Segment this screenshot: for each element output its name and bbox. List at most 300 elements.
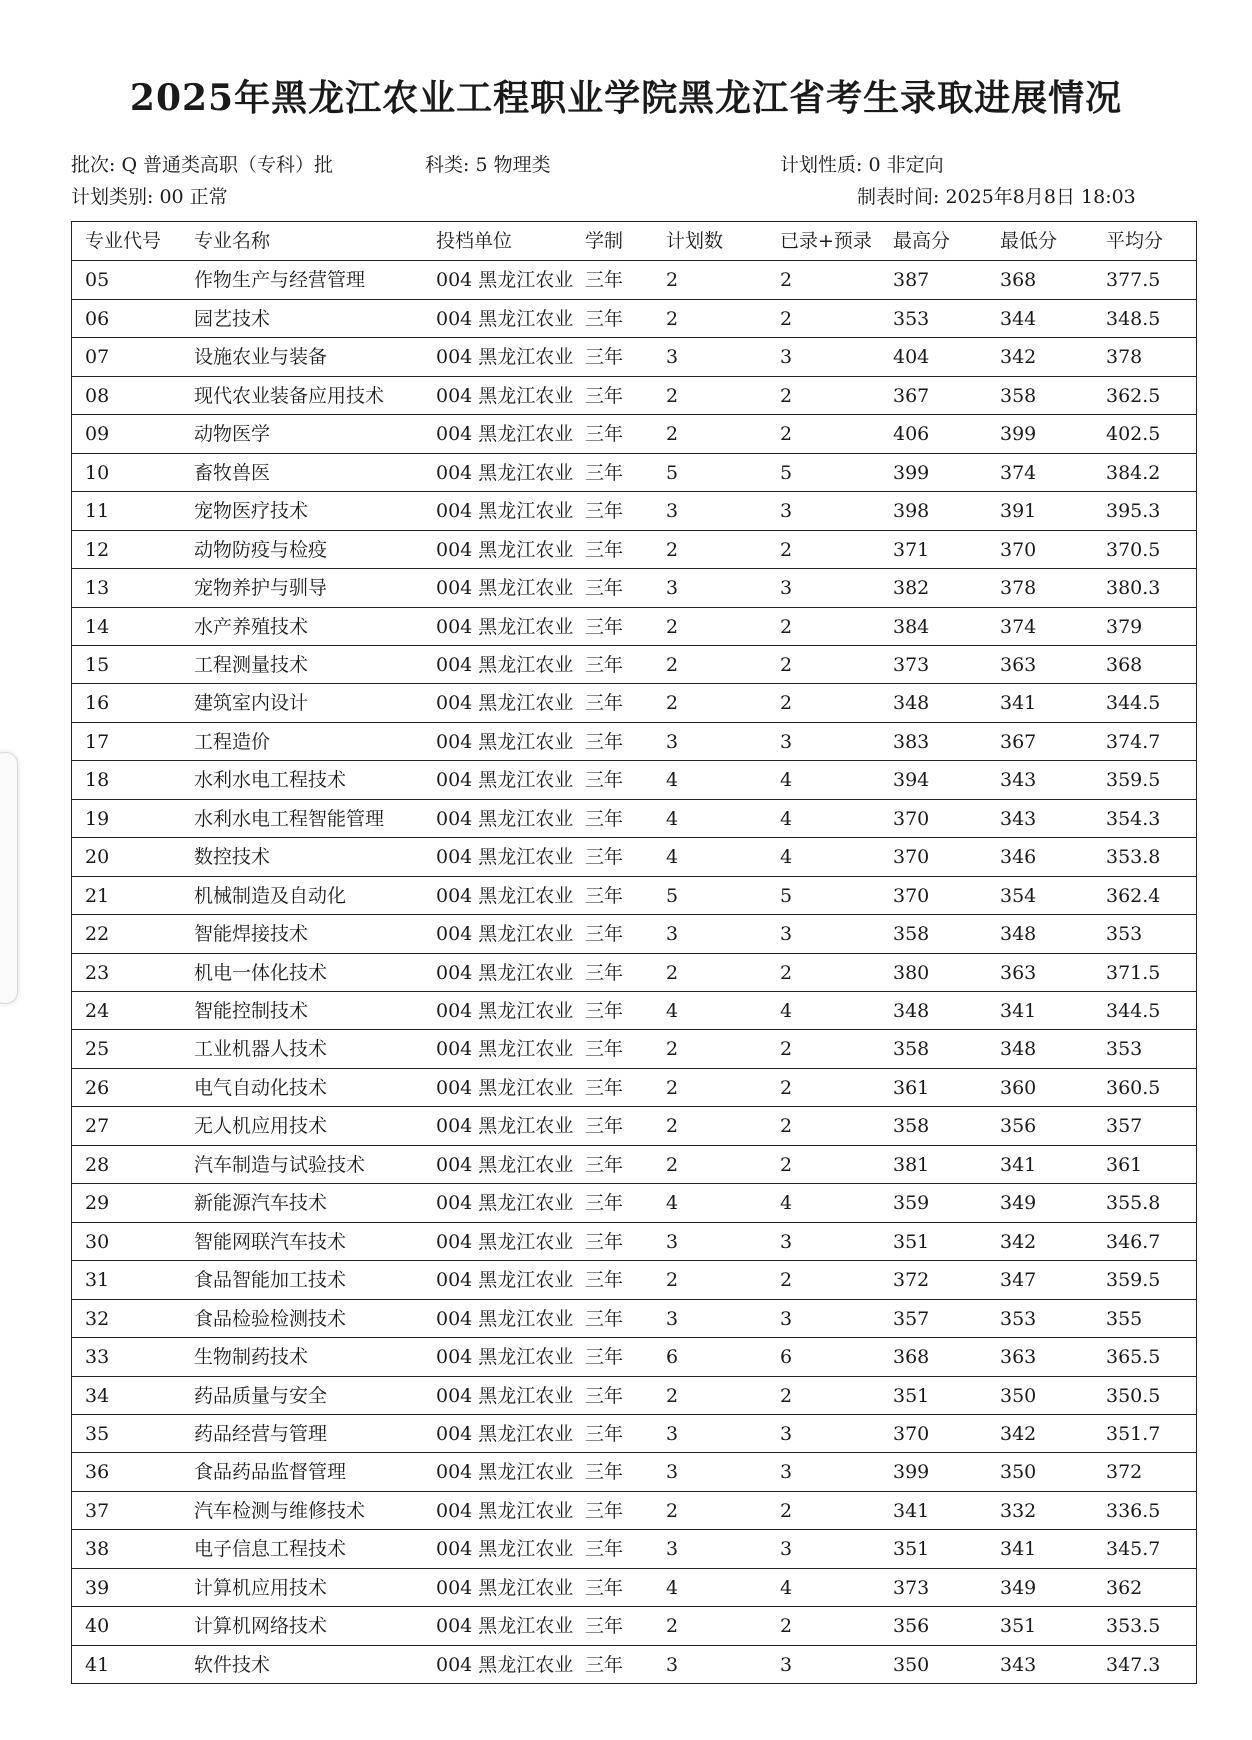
cell-plan-count: 2: [666, 692, 679, 715]
table-row: [72, 1452, 1196, 1490]
cell-plan-count: 3: [666, 1307, 679, 1330]
cell-unit: 004 黑龙江农业: [436, 1000, 574, 1022]
cell-duration: 三年: [585, 1269, 624, 1292]
cell-min-score: 348: [1000, 1038, 1037, 1061]
cell-major-code: 37: [85, 1499, 110, 1522]
cell-unit: 004 黑龙江农业: [436, 1076, 574, 1099]
table-row: [72, 1299, 1196, 1337]
table-header-row: [72, 222, 1196, 260]
cell-max-score: 399: [893, 1461, 930, 1484]
cell-major-name: 工程测量技术: [194, 653, 309, 676]
cell-max-score: 348: [893, 692, 930, 715]
cell-unit: 004 黑龙江农业: [436, 538, 574, 561]
table-row: [72, 1376, 1196, 1414]
cell-major-code: 34: [85, 1384, 110, 1407]
cell-unit: 004 黑龙江农业: [436, 692, 574, 715]
header-major-name: 专业名称: [194, 230, 271, 252]
cell-duration: 三年: [585, 577, 624, 600]
cell-max-score: 404: [893, 346, 930, 369]
cell-plan-count: 2: [666, 269, 679, 292]
cell-plan-count: 2: [666, 653, 679, 676]
cell-major-name: 工程造价: [194, 730, 271, 753]
cell-major-name: 药品质量与安全: [194, 1384, 328, 1407]
cell-admitted: 2: [780, 615, 793, 638]
cell-max-score: 353: [893, 307, 930, 330]
cell-min-score: 343: [1000, 769, 1037, 792]
cell-max-score: 370: [893, 846, 930, 869]
cell-major-code: 21: [85, 884, 110, 907]
cell-plan-count: 5: [666, 461, 679, 484]
cell-min-score: 349: [1000, 1576, 1037, 1599]
cell-duration: 三年: [585, 769, 624, 792]
cell-admitted: 4: [780, 769, 793, 792]
cell-duration: 三年: [585, 1000, 624, 1022]
cell-max-score: 367: [893, 384, 930, 407]
cell-unit: 004 黑龙江农业: [436, 769, 574, 792]
cell-min-score: 349: [1000, 1192, 1037, 1215]
cell-plan-count: 3: [666, 346, 679, 369]
cell-major-name: 新能源汽车技术: [194, 1192, 328, 1215]
cell-avg-score: 377.5: [1106, 269, 1161, 292]
header-duration: 学制: [585, 230, 624, 252]
cell-major-code: 12: [85, 538, 110, 561]
cell-admitted: 3: [780, 577, 793, 600]
cell-max-score: 351: [893, 1230, 930, 1253]
page-title: 2025年黑龙江农业工程职业学院黑龙江省考生录取进展情况: [129, 77, 1123, 119]
cell-min-score: 350: [1000, 1384, 1037, 1407]
cell-avg-score: 348.5: [1106, 307, 1161, 330]
cell-plan-count: 3: [666, 1230, 679, 1253]
cell-unit: 004 黑龙江农业: [436, 1346, 574, 1369]
cell-max-score: 387: [893, 269, 930, 292]
cell-admitted: 2: [780, 1038, 793, 1061]
cell-avg-score: 345.7: [1106, 1538, 1161, 1561]
cell-unit: 004 黑龙江农业: [436, 1653, 574, 1676]
cell-avg-score: 380.3: [1106, 577, 1161, 600]
cell-major-code: 32: [85, 1307, 110, 1330]
cell-max-score: 382: [893, 577, 930, 600]
cell-major-name: 建筑室内设计: [194, 692, 309, 715]
cell-admitted: 3: [780, 346, 793, 369]
cell-admitted: 2: [780, 269, 793, 292]
cell-major-code: 09: [85, 423, 110, 446]
cell-plan-count: 3: [666, 1422, 679, 1445]
cell-unit: 004 黑龙江农业: [436, 1538, 574, 1561]
cell-min-score: 350: [1000, 1461, 1037, 1484]
cell-duration: 三年: [585, 1576, 624, 1599]
cell-admitted: 4: [780, 1000, 793, 1022]
cell-avg-score: 344.5: [1106, 692, 1161, 715]
cell-min-score: 341: [1000, 1000, 1037, 1022]
cell-admitted: 2: [780, 692, 793, 715]
cell-admitted: 2: [780, 1269, 793, 1292]
table-row: [72, 876, 1196, 914]
cell-max-score: 358: [893, 1115, 930, 1138]
cell-duration: 三年: [585, 307, 624, 330]
cell-admitted: 4: [780, 1192, 793, 1215]
cell-plan-count: 2: [666, 615, 679, 638]
table-row: [72, 1568, 1196, 1606]
cell-plan-count: 3: [666, 730, 679, 753]
cell-major-code: 23: [85, 961, 110, 984]
cell-max-score: 380: [893, 961, 930, 984]
cell-min-score: 344: [1000, 307, 1037, 330]
cell-max-score: 373: [893, 1576, 930, 1599]
cell-avg-score: 347.3: [1106, 1653, 1161, 1676]
cell-major-name: 电子信息工程技术: [194, 1538, 347, 1561]
cell-plan-count: 2: [666, 538, 679, 561]
cell-plan-count: 6: [666, 1346, 679, 1369]
cell-avg-score: 357: [1106, 1115, 1143, 1138]
cell-plan-count: 2: [666, 1115, 679, 1138]
cell-admitted: 2: [780, 1153, 793, 1176]
cell-unit: 004 黑龙江农业: [436, 730, 574, 753]
cell-admitted: 2: [780, 1384, 793, 1407]
cell-max-score: 381: [893, 1153, 930, 1176]
cell-plan-count: 2: [666, 423, 679, 446]
table-row: [72, 1260, 1196, 1298]
cell-unit: 004 黑龙江农业: [436, 577, 574, 600]
cell-avg-score: 368: [1106, 653, 1143, 676]
cell-major-code: 24: [85, 1000, 110, 1022]
cell-major-name: 药品经营与管理: [194, 1422, 328, 1445]
cell-major-code: 40: [85, 1615, 110, 1638]
cell-avg-score: 395.3: [1106, 500, 1161, 523]
cell-min-score: 353: [1000, 1307, 1037, 1330]
cell-max-score: 384: [893, 615, 930, 638]
cell-major-name: 食品检验检测技术: [194, 1307, 347, 1330]
cell-major-code: 41: [85, 1653, 110, 1676]
cell-unit: 004 黑龙江农业: [436, 653, 574, 676]
cell-major-code: 10: [85, 461, 110, 484]
cell-min-score: 341: [1000, 1153, 1037, 1176]
cell-max-score: 368: [893, 1346, 930, 1369]
cell-max-score: 350: [893, 1653, 930, 1676]
cell-avg-score: 384.2: [1106, 461, 1161, 484]
cell-admitted: 3: [780, 923, 793, 946]
cell-admitted: 2: [780, 538, 793, 561]
cell-unit: 004 黑龙江农业: [436, 423, 574, 446]
cell-max-score: 370: [893, 1422, 930, 1445]
table-row: [72, 337, 1196, 375]
table-row: [72, 1029, 1196, 1067]
cell-plan-count: 2: [666, 1076, 679, 1099]
cell-min-score: 378: [1000, 577, 1037, 600]
table-row: [72, 953, 1196, 991]
cell-max-score: 351: [893, 1538, 930, 1561]
cell-duration: 三年: [585, 1346, 624, 1369]
cell-unit: 004 黑龙江农业: [436, 884, 574, 907]
cell-major-name: 动物医学: [194, 423, 271, 446]
cell-admitted: 2: [780, 423, 793, 446]
table-row: [72, 1414, 1196, 1452]
table-row: [72, 645, 1196, 683]
cell-major-code: 26: [85, 1076, 110, 1099]
cell-unit: 004 黑龙江农业: [436, 1615, 574, 1638]
cell-min-score: 370: [1000, 538, 1037, 561]
cell-duration: 三年: [585, 1615, 624, 1638]
cell-max-score: 370: [893, 807, 930, 830]
cell-admitted: 3: [780, 1307, 793, 1330]
cell-avg-score: 362: [1106, 1576, 1143, 1599]
header-plan-count: 计划数: [666, 230, 724, 252]
table-row: [72, 1183, 1196, 1221]
cell-avg-score: 370.5: [1106, 538, 1161, 561]
cell-admitted: 2: [780, 1499, 793, 1522]
cell-min-score: 360: [1000, 1076, 1037, 1099]
cell-plan-count: 2: [666, 384, 679, 407]
cell-duration: 三年: [585, 1653, 624, 1676]
subject-info: 科类: 5 物理类: [425, 154, 551, 176]
cell-min-score: 341: [1000, 1538, 1037, 1561]
cell-plan-count: 3: [666, 923, 679, 946]
table-row: [72, 991, 1196, 1029]
cell-duration: 三年: [585, 846, 624, 869]
cell-avg-score: 353.8: [1106, 846, 1161, 869]
cell-duration: 三年: [585, 423, 624, 446]
cell-major-code: 29: [85, 1192, 110, 1215]
cell-major-name: 宠物医疗技术: [194, 500, 309, 523]
cell-max-score: 358: [893, 1038, 930, 1061]
cell-duration: 三年: [585, 1461, 624, 1484]
cell-unit: 004 黑龙江农业: [436, 961, 574, 984]
cell-major-name: 宠物养护与驯导: [194, 577, 328, 600]
table-row: [72, 453, 1196, 491]
cell-major-name: 畜牧兽医: [194, 461, 271, 484]
cell-major-name: 水产养殖技术: [194, 615, 309, 638]
cell-duration: 三年: [585, 461, 624, 484]
table-row: [72, 1337, 1196, 1375]
cell-unit: 004 黑龙江农业: [436, 1153, 574, 1176]
cell-avg-score: 402.5: [1106, 423, 1161, 446]
cell-min-score: 351: [1000, 1615, 1037, 1638]
cell-min-score: 368: [1000, 269, 1037, 292]
cell-major-name: 智能网联汽车技术: [194, 1230, 347, 1253]
cell-major-code: 15: [85, 653, 110, 676]
cell-avg-score: 379: [1106, 615, 1143, 638]
cell-avg-score: 355: [1106, 1307, 1143, 1330]
cell-plan-count: 4: [666, 1576, 679, 1599]
cell-major-name: 电气自动化技术: [194, 1076, 328, 1099]
cell-duration: 三年: [585, 1115, 624, 1138]
cell-duration: 三年: [585, 1384, 624, 1407]
side-panel-handle[interactable]: [0, 752, 18, 1004]
cell-duration: 三年: [585, 653, 624, 676]
cell-max-score: 351: [893, 1384, 930, 1407]
cell-max-score: 371: [893, 538, 930, 561]
cell-plan-count: 5: [666, 884, 679, 907]
cell-major-code: 08: [85, 384, 110, 407]
cell-max-score: 383: [893, 730, 930, 753]
cell-duration: 三年: [585, 500, 624, 523]
cell-major-name: 生物制药技术: [194, 1346, 309, 1369]
cell-max-score: 357: [893, 1307, 930, 1330]
cell-duration: 三年: [585, 692, 624, 715]
cell-avg-score: 374.7: [1106, 730, 1161, 753]
cell-min-score: 363: [1000, 1346, 1037, 1369]
cell-duration: 三年: [585, 1038, 624, 1061]
cell-avg-score: 353.5: [1106, 1615, 1161, 1638]
cell-max-score: 348: [893, 1000, 930, 1022]
cell-unit: 004 黑龙江农业: [436, 500, 574, 523]
cell-major-name: 作物生产与经营管理: [194, 269, 366, 292]
cell-duration: 三年: [585, 538, 624, 561]
cell-duration: 三年: [585, 384, 624, 407]
cell-unit: 004 黑龙江农业: [436, 1384, 574, 1407]
cell-unit: 004 黑龙江农业: [436, 461, 574, 484]
cell-admitted: 2: [780, 1615, 793, 1638]
cell-plan-count: 2: [666, 1384, 679, 1407]
cell-major-name: 无人机应用技术: [194, 1115, 328, 1138]
cell-major-code: 39: [85, 1576, 110, 1599]
cell-min-score: 363: [1000, 653, 1037, 676]
cell-plan-count: 3: [666, 1461, 679, 1484]
cell-duration: 三年: [585, 1153, 624, 1176]
cell-admitted: 3: [780, 1422, 793, 1445]
cell-min-score: 354: [1000, 884, 1037, 907]
cell-major-code: 30: [85, 1230, 110, 1253]
cell-admitted: 3: [780, 500, 793, 523]
cell-major-code: 18: [85, 769, 110, 792]
cell-duration: 三年: [585, 1538, 624, 1561]
cell-plan-count: 2: [666, 1615, 679, 1638]
cell-unit: 004 黑龙江农业: [436, 1499, 574, 1522]
cell-plan-count: 4: [666, 1192, 679, 1215]
header-unit: 投档单位: [436, 230, 513, 252]
cell-major-code: 31: [85, 1269, 110, 1292]
cell-avg-score: 361: [1106, 1153, 1143, 1176]
cell-min-score: 342: [1000, 346, 1037, 369]
cell-major-code: 05: [85, 269, 110, 292]
cell-plan-count: 4: [666, 1000, 679, 1022]
cell-duration: 三年: [585, 923, 624, 946]
cell-major-code: 27: [85, 1115, 110, 1138]
table-row: [72, 491, 1196, 529]
cell-min-score: 374: [1000, 615, 1037, 638]
cell-admitted: 6: [780, 1346, 793, 1369]
cell-unit: 004 黑龙江农业: [436, 346, 574, 369]
cell-avg-score: 344.5: [1106, 1000, 1161, 1022]
cell-unit: 004 黑龙江农业: [436, 615, 574, 638]
cell-unit: 004 黑龙江农业: [436, 1576, 574, 1599]
cell-min-score: 399: [1000, 423, 1037, 446]
cell-major-name: 水利水电工程智能管理: [194, 807, 385, 830]
cell-avg-score: 353: [1106, 923, 1143, 946]
cell-unit: 004 黑龙江农业: [436, 923, 574, 946]
table-row: [72, 722, 1196, 760]
cell-major-name: 食品药品监督管理: [194, 1461, 347, 1484]
cell-max-score: 358: [893, 923, 930, 946]
cell-max-score: 370: [893, 884, 930, 907]
cell-major-name: 智能控制技术: [194, 1000, 309, 1022]
cell-unit: 004 黑龙江农业: [436, 1038, 574, 1061]
table-row: [72, 837, 1196, 875]
cell-avg-score: 354.3: [1106, 807, 1161, 830]
table-row: [72, 568, 1196, 606]
cell-unit: 004 黑龙江农业: [436, 1192, 574, 1215]
cell-max-score: 341: [893, 1499, 930, 1522]
table-row: [72, 1491, 1196, 1529]
cell-major-code: 07: [85, 346, 110, 369]
cell-major-name: 计算机网络技术: [194, 1615, 328, 1638]
cell-major-code: 06: [85, 307, 110, 330]
cell-min-score: 342: [1000, 1230, 1037, 1253]
cell-major-code: 14: [85, 615, 110, 638]
cell-max-score: 356: [893, 1615, 930, 1638]
cell-min-score: 367: [1000, 730, 1037, 753]
cell-min-score: 346: [1000, 846, 1037, 869]
cell-major-code: 11: [85, 500, 110, 523]
cell-major-code: 28: [85, 1153, 110, 1176]
cell-unit: 004 黑龙江农业: [436, 384, 574, 407]
table-row: [72, 530, 1196, 568]
table-row: [72, 607, 1196, 645]
cell-max-score: 361: [893, 1076, 930, 1099]
cell-plan-count: 3: [666, 1538, 679, 1561]
cell-unit: 004 黑龙江农业: [436, 1269, 574, 1292]
cell-major-name: 汽车制造与试验技术: [194, 1153, 366, 1176]
table-row: [72, 1145, 1196, 1183]
header-max-score: 最高分: [893, 230, 951, 252]
cell-major-code: 33: [85, 1346, 110, 1369]
cell-avg-score: 362.5: [1106, 384, 1161, 407]
cell-plan-count: 2: [666, 1269, 679, 1292]
cell-major-code: 17: [85, 730, 110, 753]
cell-major-name: 数控技术: [194, 846, 271, 869]
batch-info: 批次: Q 普通类高职（专科）批: [71, 154, 334, 176]
cell-major-name: 食品智能加工技术: [194, 1269, 347, 1292]
cell-unit: 004 黑龙江农业: [436, 1307, 574, 1330]
cell-avg-score: 362.4: [1106, 884, 1161, 907]
cell-duration: 三年: [585, 1307, 624, 1330]
cell-duration: 三年: [585, 269, 624, 292]
cell-min-score: 356: [1000, 1115, 1037, 1138]
cell-unit: 004 黑龙江农业: [436, 1115, 574, 1138]
cell-duration: 三年: [585, 1076, 624, 1099]
cell-max-score: 399: [893, 461, 930, 484]
cell-avg-score: 351.7: [1106, 1422, 1161, 1445]
cell-unit: 004 黑龙江农业: [436, 1422, 574, 1445]
cell-avg-score: 353: [1106, 1038, 1143, 1061]
cell-major-name: 汽车检测与维修技术: [194, 1499, 366, 1522]
cell-duration: 三年: [585, 730, 624, 753]
cell-major-name: 计算机应用技术: [194, 1576, 328, 1599]
cell-duration: 三年: [585, 1230, 624, 1253]
table-row: [72, 1529, 1196, 1567]
cell-admitted: 2: [780, 307, 793, 330]
cell-min-score: 343: [1000, 1653, 1037, 1676]
table-row: [72, 1106, 1196, 1144]
cell-plan-count: 2: [666, 1038, 679, 1061]
cell-major-name: 设施农业与装备: [194, 346, 328, 369]
cell-duration: 三年: [585, 346, 624, 369]
cell-plan-count: 3: [666, 1653, 679, 1676]
cell-major-name: 现代农业装备应用技术: [194, 384, 385, 407]
cell-max-score: 394: [893, 769, 930, 792]
cell-min-score: 332: [1000, 1499, 1037, 1522]
cell-major-name: 园艺技术: [194, 307, 271, 330]
cell-avg-score: 372: [1106, 1461, 1143, 1484]
cell-plan-count: 4: [666, 807, 679, 830]
cell-plan-count: 2: [666, 1153, 679, 1176]
cell-major-code: 36: [85, 1461, 110, 1484]
cell-plan-count: 4: [666, 846, 679, 869]
cell-major-code: 20: [85, 846, 110, 869]
cell-avg-score: 378: [1106, 346, 1143, 369]
cell-plan-count: 3: [666, 577, 679, 600]
cell-duration: 三年: [585, 615, 624, 638]
cell-major-code: 22: [85, 923, 110, 946]
